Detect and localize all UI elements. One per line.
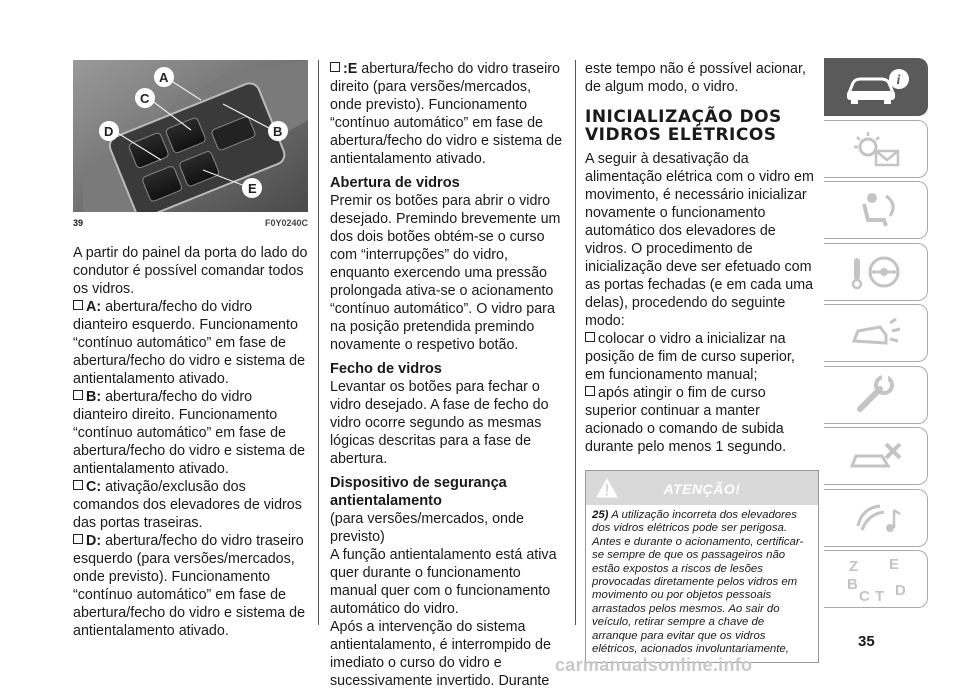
music-phone-icon: [846, 498, 906, 538]
column-3: [585, 60, 817, 663]
checkbox-bullet-icon: [330, 62, 340, 72]
column-divider: [318, 60, 319, 625]
checkbox-bullet-icon: [73, 300, 83, 310]
car-info-icon: [841, 67, 911, 107]
wrench-icon: [846, 375, 906, 415]
chapter-tabs: [824, 58, 928, 612]
figure-door-switch-panel: [73, 60, 308, 212]
svg-text:B: B: [846, 576, 858, 593]
item-c: C: ativação/exclusão dos comandos dos elevadores de vidros das portas traseiras.: [73, 479, 302, 531]
tab-safety[interactable]: [824, 181, 928, 239]
steering-key-icon: [846, 252, 906, 292]
paragraph-inicializacao: A seguir à desativação da alimentação elétrica com o vidro em movimento, é necessário inicializar novamente o funcionamento automático dos elevadores de vidros. O procedimento de inicialização deve ser efetuado com as portas fechadas (e em cada uma delas), procedendo do seguinte modo:: [585, 151, 814, 329]
svg-text:C: C: [858, 588, 870, 603]
heading-abertura: Abertura de vidros: [330, 175, 460, 191]
bullet-2: após atingir o fim de curso superior continuar a manter acionado o comando de subida durante pelo menos 1 segundo.: [585, 385, 787, 455]
checkbox-bullet-icon: [585, 386, 595, 396]
warning-box: [585, 470, 819, 663]
svg-text:D: D: [894, 582, 906, 599]
tab-emergency[interactable]: [824, 304, 928, 362]
paragraph-fecho: Levantar os botões para fechar o vidro desejado. A fase de fecho do vidro ocorre segundo as mesmas lógicas descritas para a fase de abertura.: [330, 379, 549, 467]
heading-dispositivo: Dispositivo de segurança antientalamento: [330, 475, 507, 509]
paragraph-abertura: Premir os botões para abrir o vidro desejado. Premindo brevemente um dos dois botões obtém-se o curso com “interrupções” do vidro, enquanto exercendo uma pressão prolongada ativa-se o acionamento “contínuo automático”. O vidro para na posição pretendida premindo novamente o respetivo botão.: [330, 193, 561, 353]
tab-index[interactable]: [824, 550, 928, 608]
airbag-seat-icon: [846, 190, 906, 230]
intro-paragraph: A partir do painel da porta do lado do condutor é possível comandar todos os vidros.: [73, 245, 308, 297]
tab-technical-data[interactable]: [824, 427, 928, 485]
item-d: D: abertura/fecho do vidro traseiro esquerdo (para versões/mercados, onde previsto). Funcionamento “contínuo automático” em fase de abertura/fecho do vidro e sistema de antientalamento ativado.: [73, 533, 306, 639]
label-d: D: [104, 124, 114, 139]
warning-number: 25): [592, 509, 609, 521]
warning-header: [586, 471, 818, 505]
warning-body: [586, 505, 818, 662]
svg-text:i: i: [896, 73, 900, 88]
heading-inicializacao: INICIALIZAÇÃO DOS VIDROS ELÉTRICOS: [585, 107, 782, 145]
heading-fecho: Fecho de vidros: [330, 361, 442, 377]
warning-title: ATENÇÃO!: [663, 481, 741, 497]
item-a: A: abertura/fecho do vidro dianteiro esquerdo. Funcionamento “contínuo automático” em fase de abertura/fecho do vidro e sistema de antientalamento ativado.: [73, 299, 306, 387]
tab-maintenance[interactable]: [824, 366, 928, 424]
paragraph-continued: este tempo não é possível acionar, de algum modo, o vidro.: [585, 61, 806, 95]
bullet-1: colocar o vidro a inicializar na posição de fim de curso superior, em funcionamento manual;: [585, 331, 795, 383]
door-panel-illustration: [73, 60, 308, 212]
paragraph-dispositivo-1: (para versões/mercados, onde previsto): [330, 511, 524, 545]
checkbox-bullet-icon: [585, 332, 595, 342]
warning-text: A utilização incorreta dos elevadores dos vidros elétricos pode ser perigosa. Antes e durante o acionamento, certificar-se sempre de que os passageiros não estão expostos a riscos de lesões provocadas diretamente pelos vidros em movimento ou por objetos pessoais arrastados pelos mesmos. Ao sair do veículo, retirar sempre a chave de arranque para evitar que os vidros elétricos, acionados involuntariamente,: [592, 509, 804, 656]
car-crash-icon: [846, 313, 906, 353]
figure-code: F0Y0240C: [264, 218, 308, 228]
svg-text:Z: Z: [848, 558, 858, 575]
warning-lights-icon: [846, 129, 906, 169]
column-1: [73, 60, 308, 640]
label-c: C: [140, 91, 150, 106]
label-e: E: [248, 181, 257, 196]
checkbox-bullet-icon: [73, 534, 83, 544]
label-a: A: [159, 70, 169, 85]
tab-warning-lights[interactable]: [824, 120, 928, 178]
checkbox-bullet-icon: [73, 390, 83, 400]
column-divider: [575, 60, 576, 625]
paragraph-dispositivo-3: Após a intervenção do sistema antientalamento, é interrompido de imediato o curso do vidro e sucessivamente invertido. Durante: [330, 619, 551, 689]
figure-caption: [73, 214, 308, 232]
figure-number: 39: [73, 218, 84, 228]
checkbox-bullet-icon: [73, 480, 83, 490]
footer-watermark: carmanualsonline.info: [555, 655, 753, 675]
item-b: B: abertura/fecho do vidro dianteiro direito. Funcionamento “contínuo automático” em fase de abertura/fecho do vidro e sistema de antientalamento ativado.: [73, 389, 306, 477]
page-number: 35: [858, 633, 875, 650]
car-tools-icon: [846, 436, 906, 476]
alphabet-index-icon: [841, 555, 911, 603]
tab-driving[interactable]: [824, 243, 928, 301]
column-2: [330, 60, 566, 690]
item-e: :E abertura/fecho do vidro traseiro direito (para versões/mercados, onde previsto). Funcionamento “contínuo automático” em fase de abertura/fecho do vidro e sistema de antientalamento ativado.: [330, 61, 563, 167]
svg-text:E: E: [888, 556, 899, 573]
label-b: B: [273, 124, 283, 139]
svg-text:T: T: [874, 588, 884, 603]
tab-multimedia[interactable]: [824, 489, 928, 547]
tab-car-info[interactable]: [824, 58, 928, 116]
paragraph-dispositivo-2: A função antientalamento está ativa quer durante o funcionamento manual quer com o funcionamento automático do vidro.: [330, 547, 557, 617]
